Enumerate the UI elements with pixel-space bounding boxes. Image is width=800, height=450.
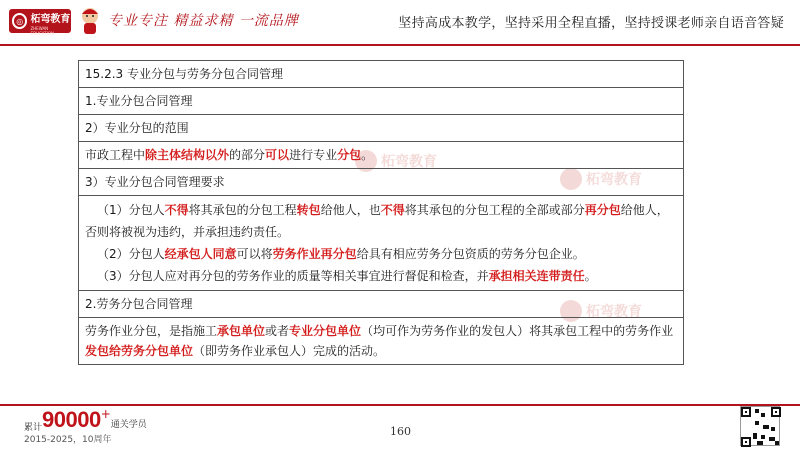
list-item (85, 265, 677, 287)
table-row-h2 (79, 291, 683, 318)
table-row-h1-3 (79, 169, 683, 196)
body-text: 将其承包的分包工程的全部或部分 (404, 203, 585, 217)
highlight-text: 可以 (265, 148, 290, 162)
body-text: 。 (584, 269, 597, 283)
body-text: 给具有相应劳务分包资质的劳务分包企业。 (356, 247, 585, 261)
qr-module (753, 433, 757, 439)
qr-module (761, 435, 765, 439)
slogan-script: 专业专注 精益求精 一流品牌 (108, 13, 299, 29)
watermark: 柘弯教育 (560, 300, 642, 322)
footer-prefix: 累计 (24, 423, 43, 433)
body-text: 2）专业分包的范围 (85, 121, 189, 135)
watermark: 柘弯教育 (355, 150, 437, 172)
qr-module (763, 425, 769, 429)
body-text: 15.2.3 专业分包与劳务分包合同管理 (85, 67, 283, 81)
footer-divider (0, 404, 800, 406)
footer-plus: + (100, 407, 111, 421)
qr-module (757, 441, 763, 445)
table-row-h1 (79, 88, 683, 115)
content-table (78, 60, 684, 365)
body-text: 3）专业分包合同管理要求 (85, 175, 225, 189)
qr-module (755, 409, 759, 413)
footer-count: 90000 (42, 407, 101, 432)
highlight-text: 再分包 (584, 203, 621, 217)
highlight-text: 承担相关连带责任 (488, 269, 585, 283)
qr-module (755, 421, 759, 425)
footer-stats (24, 407, 147, 433)
page-number: 160 (390, 425, 411, 438)
qr-module (771, 427, 775, 431)
body-text: 。 (361, 148, 374, 162)
body-text: （3）分包人应对再分包的劳务作业的质量等相关事宜进行督促和检查，并 (97, 269, 489, 283)
table-row-h1-2 (79, 115, 683, 142)
table-row-requirements (79, 196, 683, 291)
highlight-text: 发包给劳务分包单位 (85, 344, 194, 358)
highlight-text: 除主体结构以外 (145, 148, 230, 162)
highlight-text: 不得 (164, 203, 189, 217)
logo-icon: ◎ (12, 13, 27, 29)
list-item (85, 199, 677, 243)
qr-module (745, 441, 747, 443)
body-text: 的部分 (229, 148, 266, 162)
highlight-text: 分包 (337, 148, 362, 162)
mascot-icon (78, 6, 102, 36)
table-row-scope (79, 142, 683, 169)
qr-module (745, 411, 747, 413)
footer-years: 2015-2025，10周年 (24, 435, 112, 445)
watermark: 柘弯教育 (560, 168, 642, 190)
body-text: 劳务作业分包，是指施工 (85, 324, 218, 338)
body-text: 或者 (265, 324, 290, 338)
body-text: 1.专业分包合同管理 (85, 94, 193, 108)
logo (9, 9, 71, 36)
footer-suffix: 通关学员 (110, 420, 147, 430)
qr-module (761, 413, 765, 417)
logo-subtext: ZHEWAN EDUCATION (30, 25, 54, 36)
qr-code-icon (740, 406, 780, 446)
header (0, 0, 800, 44)
logo-text: 柘弯教育 (30, 13, 71, 25)
table-row-title (79, 61, 683, 88)
body-text: 市政工程中 (85, 148, 146, 162)
body-text: 给他人，也 (320, 203, 381, 217)
highlight-text: 承包单位 (217, 324, 266, 338)
highlight-text: 专业分包单位 (289, 324, 362, 338)
highlight-text: 转包 (296, 203, 321, 217)
table-row-labor (79, 318, 683, 364)
highlight-text: 不得 (380, 203, 405, 217)
list-item (85, 243, 677, 265)
highlight-text: 劳务作业再分包 (272, 247, 357, 261)
body-text: 可以将 (236, 247, 273, 261)
body-text: （1）分包人 (97, 203, 165, 217)
body-text: 将其承包的分包工程 (188, 203, 297, 217)
highlight-text: 经承包人同意 (164, 247, 237, 261)
body-text: 2.劳务分包合同管理 (85, 297, 193, 311)
body-text: （即劳务作业承包人）完成的活动。 (193, 344, 386, 358)
body-text: （均可作为劳务作业的发包人）将其承包工程中的劳务作业 (361, 324, 674, 338)
body-text: 进行专业 (289, 148, 338, 162)
slogan-right: 坚持高成本教学，坚持采用全程直播，坚持授课老师亲自语音答疑 (398, 16, 784, 31)
body-text: （2）分包人 (97, 247, 165, 261)
qr-module (775, 441, 779, 445)
qr-module (775, 411, 777, 413)
header-divider (0, 44, 800, 46)
body-text: 给他人，否则将被视为违约，并承担违约责任。 (85, 203, 669, 239)
